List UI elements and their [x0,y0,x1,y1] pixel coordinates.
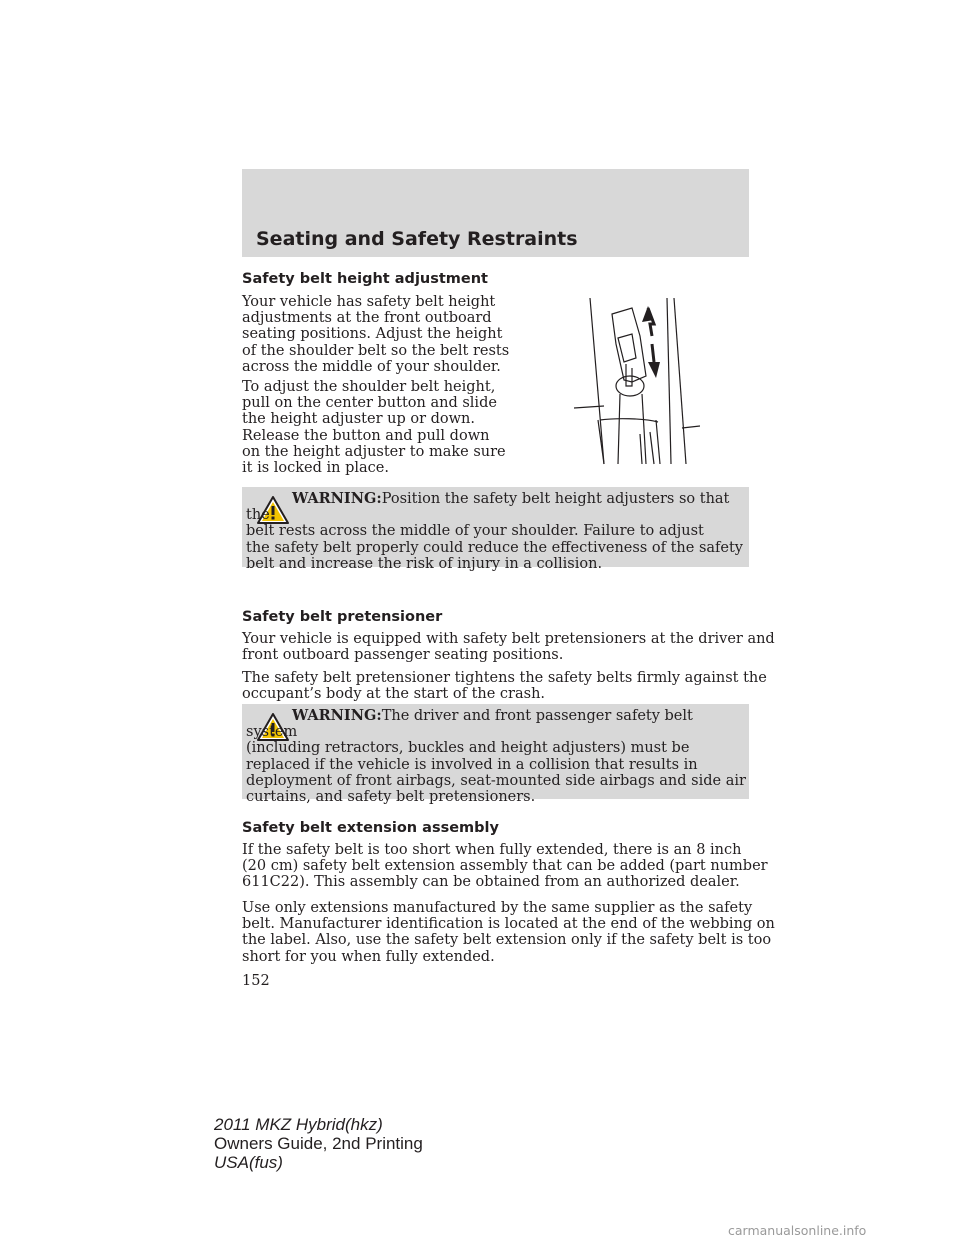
heading-pretensioner: Safety belt pretensioner [242,609,443,625]
pretensioner-para-2: The safety belt pretensioner tightens the safety belts firmly against the occupant’s body at the start of the crash. [242,670,767,703]
warning-first-line: Position the safety belt height adjusters so that the [246,491,730,524]
extension-para-1: If the safety belt is too short when fully extended, there is an 8 inch (20 cm) safety belt extension assembly that can be added (part number 611C22). This assembly can be obtained from an authorized dealer. [242,842,768,891]
heading-extension-assembly: Safety belt extension assembly [242,820,499,836]
warning-text-pretensioner [246,708,746,805]
footer-printing: Owners Guide, 2nd Printing [214,1134,423,1153]
warning-text-height-adjustment [246,491,746,572]
footer-model: 2011 MKZ Hybrid [214,1115,346,1134]
warning-label: WARNING: [292,490,382,507]
warning-remaining-lines: belt rests across the middle of your shoulder. Failure to adjust the safety belt properly could reduce the effectiveness of the safety belt and increase the risk of injury in a collision. [246,523,743,572]
pretensioner-para-1: Your vehicle is equipped with safety belt pretensioners at the driver and front outboard passenger seating positions. [242,631,775,664]
warning-box-pretensioner [242,704,749,806]
extension-para-2: Use only extensions manufactured by the same supplier as the safety belt. Manufacturer identification is located at the end of the webbing on the label. Also, use the safety belt extension only if the safety belt is too short for you when fully extended. [242,900,775,965]
height-adjustment-para-2: To adjust the shoulder belt height, pull on the center button and slide the height adjuster up or down. Release the button and pull down on the height adjuster to make sure it is locked in place. [242,379,506,477]
watermark: carmanualsonline.info [728,1223,867,1238]
heading-height-adjustment: Safety belt height adjustment [242,271,488,287]
warning-label: WARNING: [292,707,382,724]
page-number: 152 [242,973,270,989]
footer-market-code: (fus) [248,1153,283,1172]
warning-first-line: The driver and front passenger safety belt system [246,708,693,741]
warning-box-height-adjustment [242,487,749,572]
belt-height-adjuster-illustration [574,296,700,466]
footer-market: USA [214,1153,249,1172]
height-adjustment-para-1: Your vehicle has safety belt height adjustments at the front outboard seating positions. Adjust the height of the shoulder belt so the belt rests across the middle of your shoulder. [242,294,510,375]
footer-model-code: (hkz) [345,1115,383,1134]
section-title: Seating and Safety Restraints [256,228,578,250]
warning-remaining-lines: (including retractors, buckles and height adjusters) must be replaced if the vehicle is involved in a collision that results in deployment of front airbags, seat-mounted side airbags and side air curtains, and safety belt pretensioners. [246,740,746,806]
print-footer [214,1115,423,1172]
